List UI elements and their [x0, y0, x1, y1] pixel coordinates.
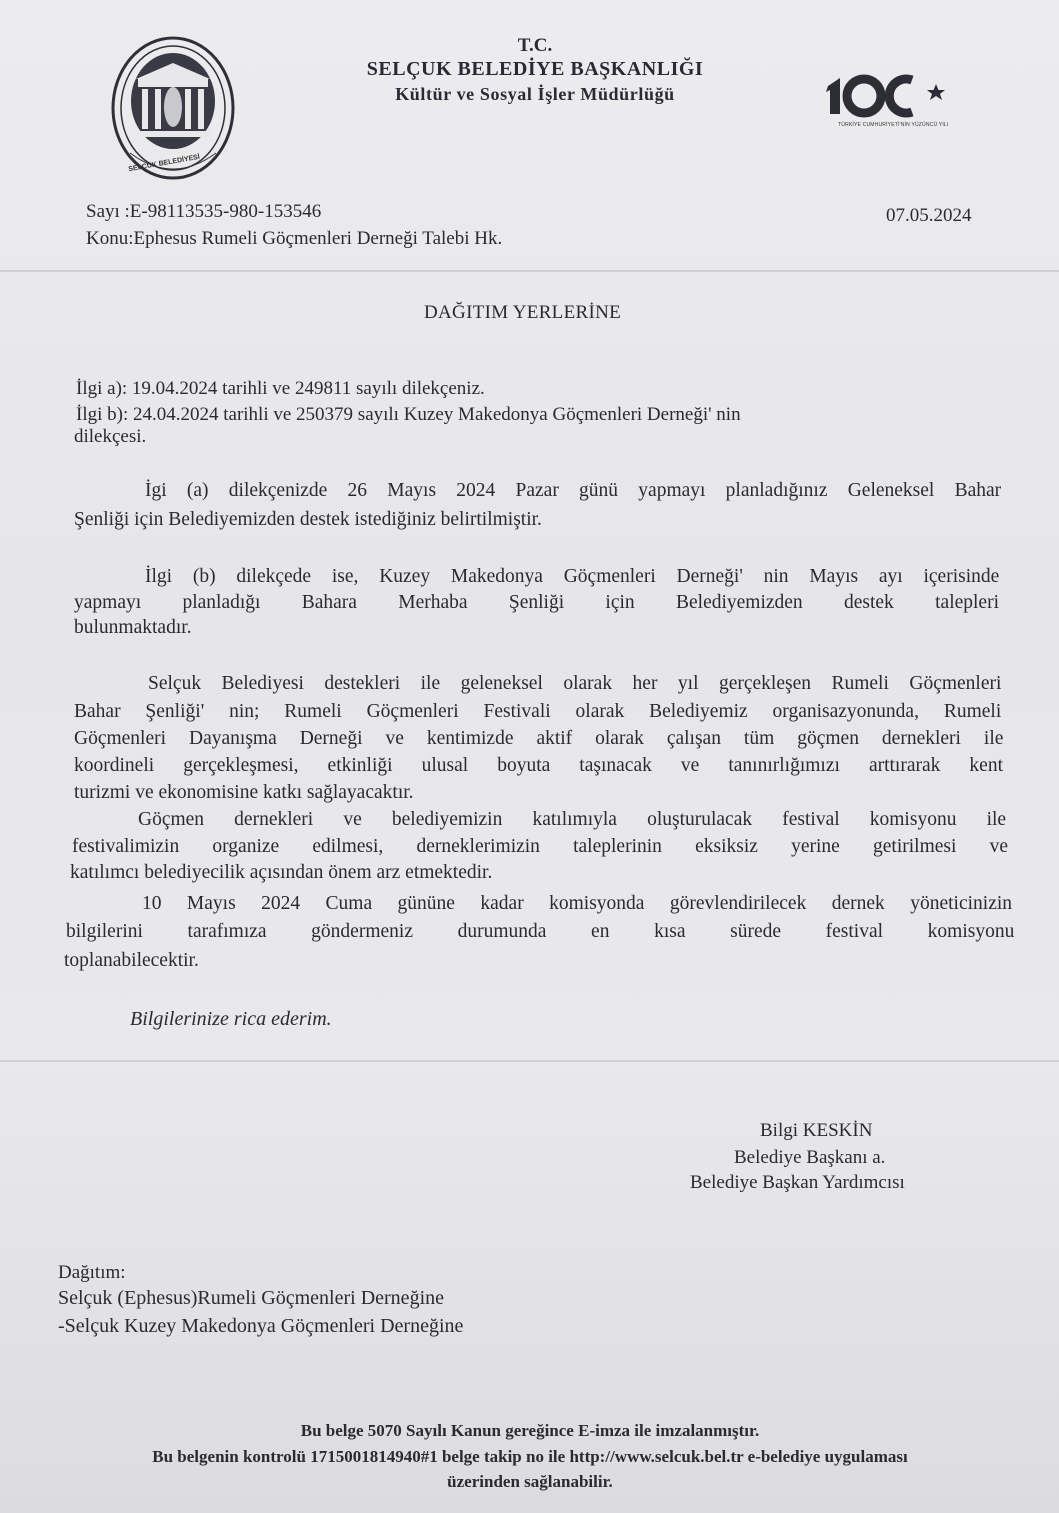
document-date: 07.05.2024	[886, 205, 972, 226]
document-subject: Konu:Ephesus Rumeli Göçmenleri Derneği Talebi Hk.	[86, 228, 503, 249]
signatory-title-2: Belediye Başkan Yardımcısı	[690, 1172, 905, 1193]
seal-caption: SELÇUK BELEDİYESİ	[127, 153, 201, 174]
paragraph-4-line-2: festivalimizin organize edilmesi, derneklerimizin taleplerinin eksiksiz yerine getirilmesi ve	[72, 836, 1008, 857]
footer-line-2: Bu belgenin kontrolü 1715001814940#1 belge takip no ile http://www.selcuk.bel.tr e-belediye uygulaması	[152, 1447, 908, 1466]
paragraph-1-line-2: Şenliği için Belediyemizden destek istediğiniz belirtilmiştir.	[74, 509, 542, 530]
paragraph-3-line-2: Bahar Şenliği' nin; Rumeli Göçmenleri Festivali olarak Belediyemiz organisazyonunda, Rumeli	[74, 701, 1002, 722]
paragraph-3-line-4: koordineli gerçekleşmesi, etkinliği ulusal boyuta taşınacak ve tanınırlığımızı arttırarak kent	[74, 755, 1003, 776]
paragraph-5-line-1: 10 Mayıs 2024 Cuma gününe kadar komisyonda görevlendirilecek dernek yöneticinizin	[142, 893, 1013, 914]
document-number: Sayı :E-98113535-980-153546	[86, 201, 322, 222]
paragraph-1-line-1: İgi (a) dilekçenizde 26 Mayıs 2024 Pazar günü yapmayı planladığınız Geleneksel Bahar	[145, 480, 1002, 501]
signatory-title-1: Belediye Başkanı a.	[734, 1147, 886, 1168]
reference-b-cont: dilekçesi.	[74, 426, 147, 447]
fold-line	[0, 1060, 1059, 1062]
fold-line	[0, 270, 1059, 272]
paragraph-3-line-1: Selçuk Belediyesi destekleri ile geleneksel olarak her yıl gerçekleşen Rumeli Göçmenleri	[148, 673, 1002, 694]
paragraph-5-line-2: bilgilerini tarafımıza göndermeniz durumunda en kısa sürede festival komisyonu	[66, 921, 1015, 942]
footer-line-3: üzerinden sağlanabilir.	[447, 1472, 613, 1491]
footer-line-1: Bu belge 5070 Sayılı Kanun gereğince E-imza ile imzalanmıştır.	[300, 1421, 760, 1440]
paragraph-2-line-1: İlgi (b) dilekçede ise, Kuzey Makedonya Göçmenleri Derneği' nin Mayıs ayı içerisinde	[145, 566, 1000, 587]
header-department: Kültür ve Sosyal İşler Müdürlüğü	[395, 84, 675, 104]
header-tc: T.C.	[517, 35, 553, 56]
reference-b: İlgi b): 24.04.2024 tarihli ve 250379 sayılı Kuzey Makedonya Göçmenleri Derneği' nin	[76, 404, 741, 425]
distribution-item: Selçuk (Ephesus)Rumeli Göçmenleri Derneğine	[58, 1287, 444, 1309]
paragraph-5-line-3: toplanabilecektir.	[64, 950, 199, 971]
closing-line: Bilgilerinize rica ederim.	[130, 1008, 332, 1030]
paragraph-3-line-3: Göçmenleri Dayanışma Derneği ve kentimizde aktif olarak çalışan tüm göçmen dernekleri ile	[74, 728, 1004, 749]
paragraph-4-line-3: katılımcı belediyecilik açısından önem arz etmektedir.	[70, 862, 493, 883]
paragraph-2-line-3: bulunmaktadır.	[74, 617, 192, 638]
distribution-item: -Selçuk Kuzey Makedonya Göçmenleri Derneğine	[58, 1315, 464, 1337]
paragraph-3-line-5: turizmi ve ekonomisine katkı sağlayacaktır.	[74, 782, 414, 803]
paragraph-4-line-1: Göçmen dernekleri ve belediyemizin katılımıyla oluşturulacak festival komisyonu ile	[138, 809, 1007, 830]
paragraph-2-line-2: yapmayı planladığı Bahara Merhaba Şenliği için Belediyemizden destek talepleri	[74, 592, 999, 613]
signatory-name: Bilgi KESKİN	[760, 1120, 873, 1141]
recipient-heading: DAĞITIM YERLERİNE	[424, 302, 622, 323]
reference-a: İlgi a): 19.04.2024 tarihli ve 249811 sayılı dilekçeniz.	[76, 378, 485, 399]
centennial-caption: TÜRKİYE CUMHURİYETİ'NİN YÜZÜNCÜ YILI	[838, 122, 949, 128]
header-organization: SELÇUK BELEDİYE BAŞKANLIĞI	[366, 58, 704, 80]
distribution-heading: Dağıtım:	[58, 1262, 126, 1283]
